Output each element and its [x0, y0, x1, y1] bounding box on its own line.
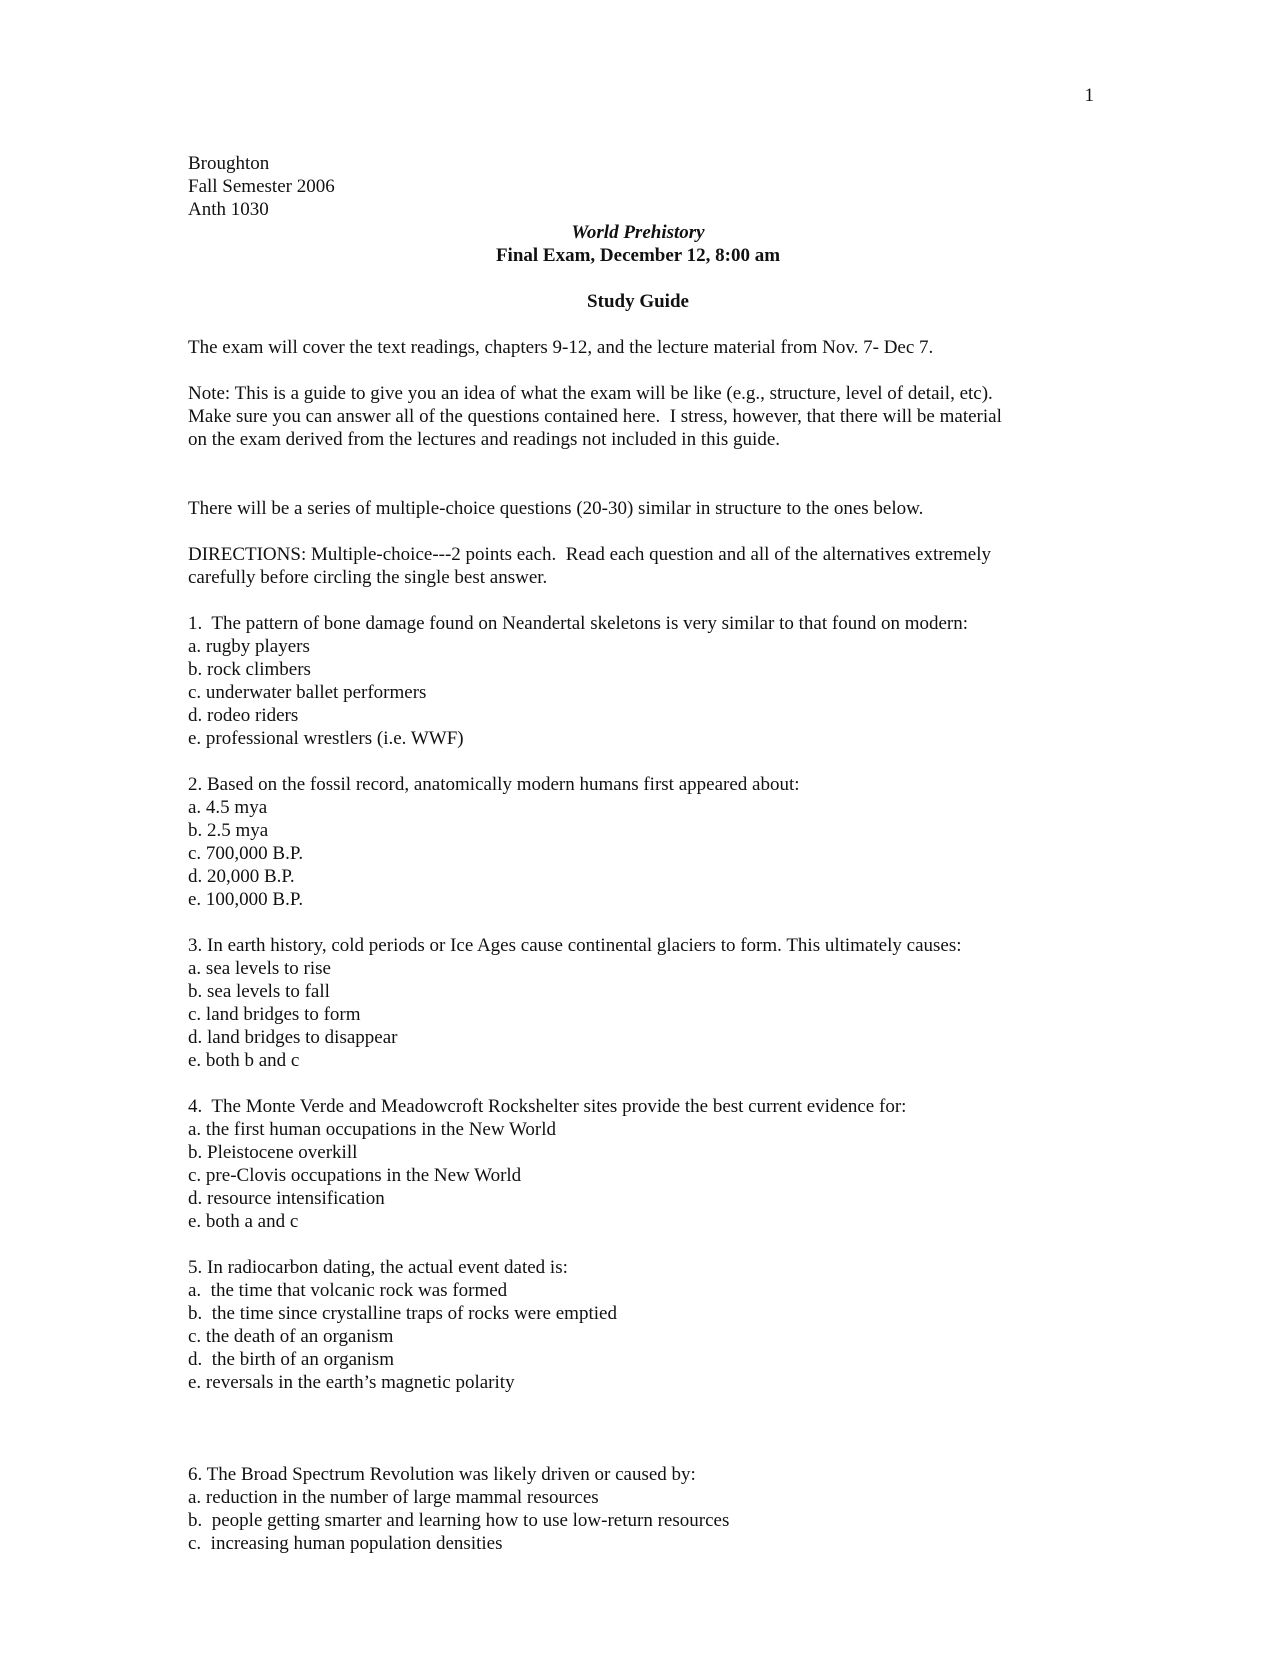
answer-option: c. the death of an organism [188, 1326, 394, 1347]
question-2 [188, 773, 1088, 911]
directions-line: carefully before circling the single best answer. [188, 567, 548, 588]
note-paragraph [188, 382, 1088, 451]
answer-option: e. reversals in the earth’s magnetic polarity [188, 1372, 515, 1393]
document-body [188, 152, 1088, 1555]
semester-label: Fall Semester 2006 [188, 176, 335, 197]
answer-option: c. pre-Clovis occupations in the New World [188, 1165, 522, 1186]
answer-option: b. people getting smarter and learning how to use low-return resources [188, 1510, 730, 1531]
question-prompt: 3. In earth history, cold periods or Ice Ages cause continental glaciers to form. This ultimately causes: [188, 935, 962, 956]
answer-option: c. land bridges to form [188, 1004, 361, 1025]
series-paragraph: There will be a series of multiple-choice questions (20-30) similar in structure to the ones below. [188, 498, 924, 519]
question-prompt: 2. Based on the fossil record, anatomically modern humans first appeared about: [188, 774, 800, 795]
author-name: Broughton [188, 153, 270, 174]
question-1 [188, 612, 1088, 750]
answer-option: d. rodeo riders [188, 705, 299, 726]
directions-paragraph [188, 543, 1088, 589]
answer-option: c. increasing human population densities [188, 1533, 503, 1554]
note-line: Make sure you can answer all of the questions contained here. I stress, however, that there will be material [188, 406, 1002, 427]
question-prompt: 4. The Monte Verde and Meadowcroft Rockshelter sites provide the best current evidence for: [188, 1096, 907, 1117]
question-prompt: 6. The Broad Spectrum Revolution was likely driven or caused by: [188, 1464, 696, 1485]
answer-option: e. both a and c [188, 1211, 299, 1232]
question-prompt: 1. The pattern of bone damage found on Neandertal skeletons is very similar to that found on modern: [188, 613, 969, 634]
answer-option: a. reduction in the number of large mammal resources [188, 1487, 599, 1508]
course-title: World Prehistory [571, 222, 705, 243]
answer-option: a. sea levels to rise [188, 958, 331, 979]
study-guide-title: Study Guide [587, 291, 689, 312]
question-prompt: 5. In radiocarbon dating, the actual event dated is: [188, 1257, 568, 1278]
directions-line: DIRECTIONS: Multiple-choice---2 points each. Read each question and all of the alternatives extremely [188, 544, 992, 565]
answer-option: b. rock climbers [188, 659, 311, 680]
answer-option: b. Pleistocene overkill [188, 1142, 358, 1163]
answer-option: a. 4.5 mya [188, 797, 268, 818]
question-4 [188, 1095, 1088, 1233]
exam-date-line: Final Exam, December 12, 8:00 am [495, 245, 781, 266]
course-code: Anth 1030 [188, 199, 269, 220]
answer-option: c. underwater ballet performers [188, 682, 427, 703]
answer-option: e. 100,000 B.P. [188, 889, 304, 910]
answer-option: c. 700,000 B.P. [188, 843, 304, 864]
answer-option: b. sea levels to fall [188, 981, 330, 1002]
answer-option: e. both b and c [188, 1050, 300, 1071]
question-5 [188, 1256, 1088, 1394]
page-number: 1 [1084, 85, 1094, 106]
answer-option: b. 2.5 mya [188, 820, 269, 841]
answer-option: d. resource intensification [188, 1188, 385, 1209]
answer-option: b. the time since crystalline traps of rocks were emptied [188, 1303, 617, 1324]
note-line: Note: This is a guide to give you an idea of what the exam will be like (e.g., structure, level of detail, etc). [188, 383, 993, 404]
answer-option: d. land bridges to disappear [188, 1027, 398, 1048]
answer-option: d. 20,000 B.P. [188, 866, 295, 887]
answer-option: e. professional wrestlers (i.e. WWF) [188, 728, 464, 749]
coverage-paragraph: The exam will cover the text readings, chapters 9-12, and the lecture material from Nov. 7- Dec 7. [188, 337, 934, 358]
answer-option: d. the birth of an organism [188, 1349, 394, 1370]
note-line: on the exam derived from the lectures and readings not included in this guide. [188, 429, 780, 450]
question-6 [188, 1463, 1088, 1555]
answer-option: a. rugby players [188, 636, 310, 657]
answer-option: a. the time that volcanic rock was formed [188, 1280, 508, 1301]
answer-option: a. the first human occupations in the New World [188, 1119, 557, 1140]
question-3 [188, 934, 1088, 1072]
